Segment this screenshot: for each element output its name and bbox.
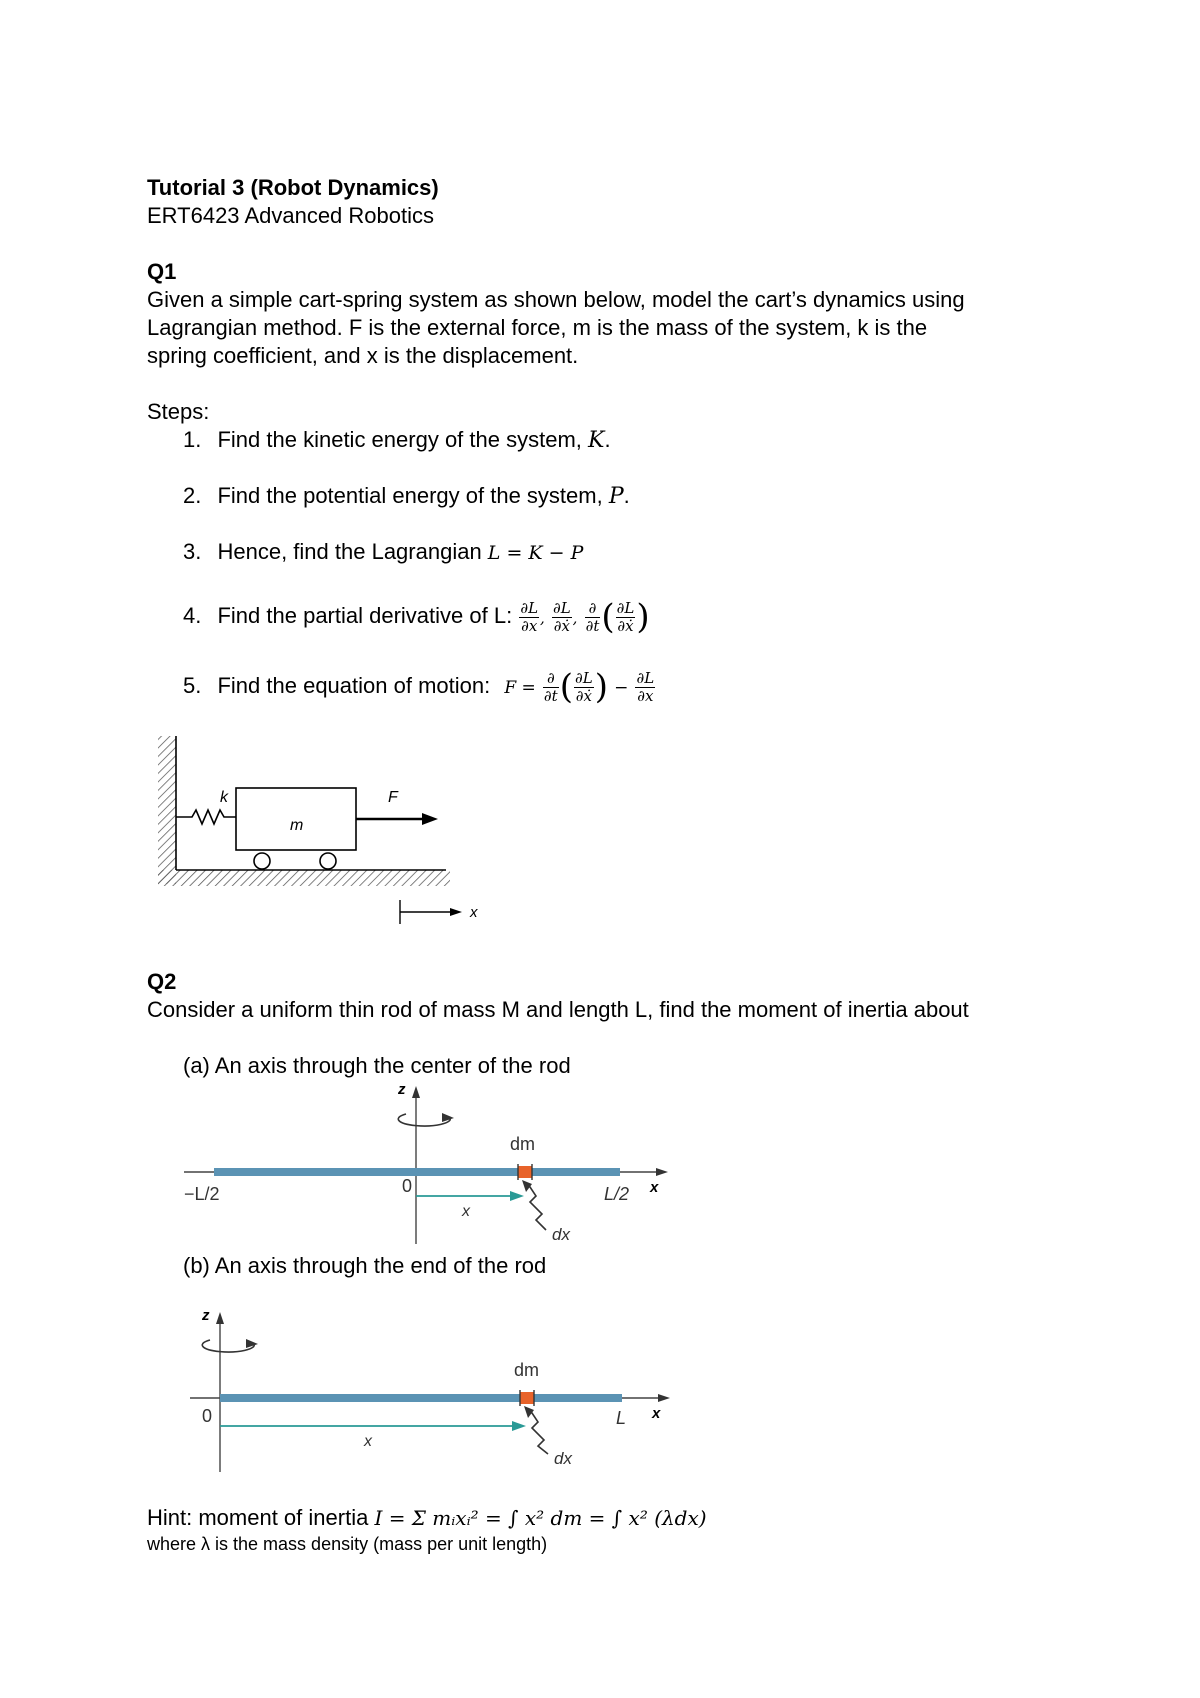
x-distance-arrowhead	[510, 1191, 524, 1201]
left-end-label: −L/2	[184, 1184, 220, 1204]
x-distance-label: x	[462, 1203, 470, 1220]
z-axis-label: z	[398, 1081, 406, 1098]
mass-element	[518, 1166, 532, 1178]
force-label: F	[388, 789, 398, 806]
hint-prefix: Hint: moment of inertia	[147, 1505, 375, 1530]
step-number: 3.	[183, 539, 202, 564]
wheel-left	[254, 853, 270, 869]
step-3	[183, 538, 583, 567]
cart-spring-diagram	[150, 730, 500, 940]
origin-label: 0	[202, 1406, 213, 1426]
q2-label: Q2	[147, 969, 177, 994]
d-dt-fraction: $\frac{\partial}{\partial t}$	[543, 668, 558, 705]
dm-label: dm	[510, 1134, 536, 1154]
step-symbol: K	[588, 428, 605, 453]
step-text: Find the kinetic energy of the system,	[217, 427, 588, 452]
z-axis-arrowhead	[216, 1312, 224, 1324]
rod-end-axis-diagram	[180, 1300, 680, 1480]
q1-intro-line3: spring coefficient, and x is the displacement.	[147, 343, 579, 368]
hint-where-line: where λ is the mass density (mass per unit length)	[147, 1534, 548, 1554]
step-5: 5. Find the equation of motion: F = $\frac{\partial}{\partial t}$ ( $\frac{\partial L}{\text{∂ẋ}}$ ) − $\frac{\partial L}{\partial x}$	[183, 667, 655, 708]
q1-intro-line1: Given a simple cart-spring system as shown below, model the cart’s dynamics using	[147, 287, 965, 312]
spring-label: k	[220, 789, 228, 806]
step-2	[183, 482, 630, 511]
step-number: 5.	[183, 673, 202, 698]
disp-arrowhead	[450, 908, 462, 916]
rod	[220, 1394, 622, 1402]
course-name: ERT6423 Advanced Robotics	[147, 203, 434, 228]
right-end-label: L/2	[604, 1184, 630, 1204]
origin-label: 0	[402, 1176, 413, 1196]
right-end-label: L	[616, 1408, 627, 1428]
lagrangian-equation: L = K − P	[487, 542, 584, 564]
x-axis-label: x	[650, 1179, 659, 1196]
dL-dx-fraction: $\frac{\partial L}{\partial x}$	[636, 668, 655, 705]
dL-dxdot-fraction-inner: $\frac{\partial L}{\text{∂ẋ}}$	[616, 598, 635, 635]
q2-part-a: (a) An axis through the center of the rod	[183, 1053, 571, 1078]
step-number: 4.	[183, 603, 202, 628]
q2-part-b: (b) An axis through the end of the rod	[183, 1253, 547, 1278]
step-number: 2.	[183, 483, 202, 508]
wall-hatch	[158, 736, 176, 884]
spring	[176, 810, 236, 824]
step-1	[183, 426, 611, 455]
step-text: Find the potential energy of the system,	[217, 483, 609, 508]
step-text: Find the partial derivative of L:	[217, 603, 519, 628]
hint-line	[147, 1504, 707, 1532]
rod	[214, 1168, 620, 1176]
dx-pointer-head	[522, 1180, 532, 1192]
disp-label: x	[470, 904, 478, 921]
dm-label: dm	[514, 1360, 540, 1380]
rod-center-axis-diagram	[180, 1080, 680, 1248]
q1-intro-line2: Lagrangian method. F is the external force, m is the mass of the system, k is the	[147, 315, 928, 340]
x-axis-arrowhead	[656, 1168, 668, 1176]
z-axis-label: z	[202, 1307, 210, 1324]
dx-pointer-head	[524, 1406, 534, 1418]
q2-intro: Consider a uniform thin rod of mass M and length L, find the moment of inertia about	[147, 997, 969, 1022]
x-axis-arrowhead	[658, 1394, 670, 1402]
hint-formula: I = Σ mᵢxᵢ² = ∫ x² dm = ∫ x² (λdx)	[374, 1506, 707, 1530]
rotation-arrowhead	[246, 1339, 258, 1348]
mass-element	[520, 1392, 534, 1404]
step-text: Find the equation of motion:	[217, 673, 497, 698]
dL-dxdot-fraction: $\frac{\partial L}{\text{∂ẋ}}$	[574, 668, 593, 705]
dx-pointer	[530, 1410, 548, 1454]
dx-label: dx	[552, 1225, 570, 1244]
q1-label: Q1	[147, 259, 177, 284]
ground-hatch	[158, 870, 450, 886]
dL-dx-fraction: $\frac{\partial L}{\partial x}$	[520, 598, 539, 635]
dL-dxdot-fraction: $\frac{\partial L}{\text{∂ẋ}}$	[552, 598, 571, 635]
step-end: .	[623, 483, 630, 508]
x-distance-arrowhead	[512, 1421, 526, 1431]
steps-label: Steps:	[147, 399, 210, 424]
step-end: .	[604, 427, 611, 452]
force-symbol: F =	[504, 678, 536, 698]
dx-label: dx	[554, 1449, 572, 1468]
z-axis-arrowhead	[412, 1086, 420, 1098]
step-symbol: P	[608, 484, 624, 509]
force-arrowhead	[422, 813, 438, 825]
tutorial-title: Tutorial 3 (Robot Dynamics)	[147, 175, 439, 200]
x-axis-label: x	[652, 1405, 661, 1422]
rotation-arrowhead	[442, 1113, 454, 1122]
d-dt-fraction: $\frac{\partial}{\partial t}$	[585, 598, 600, 635]
wheel-right	[320, 853, 336, 869]
x-distance-label: x	[364, 1433, 372, 1450]
step-number: 1.	[183, 427, 202, 452]
step-4: 4. Find the partial derivative of L: $\frac{\partial L}{\partial x}$ , $\frac{\partial L}{\text{∂ẋ}}$ , $\frac{\partial}{\partial t}$ ( $\frac{\partial L}{\text{∂ẋ}}$ )	[183, 597, 650, 638]
mass-label: m	[290, 817, 304, 834]
step-text: Hence, find the Lagrangian	[217, 539, 488, 564]
dx-pointer	[528, 1184, 546, 1230]
